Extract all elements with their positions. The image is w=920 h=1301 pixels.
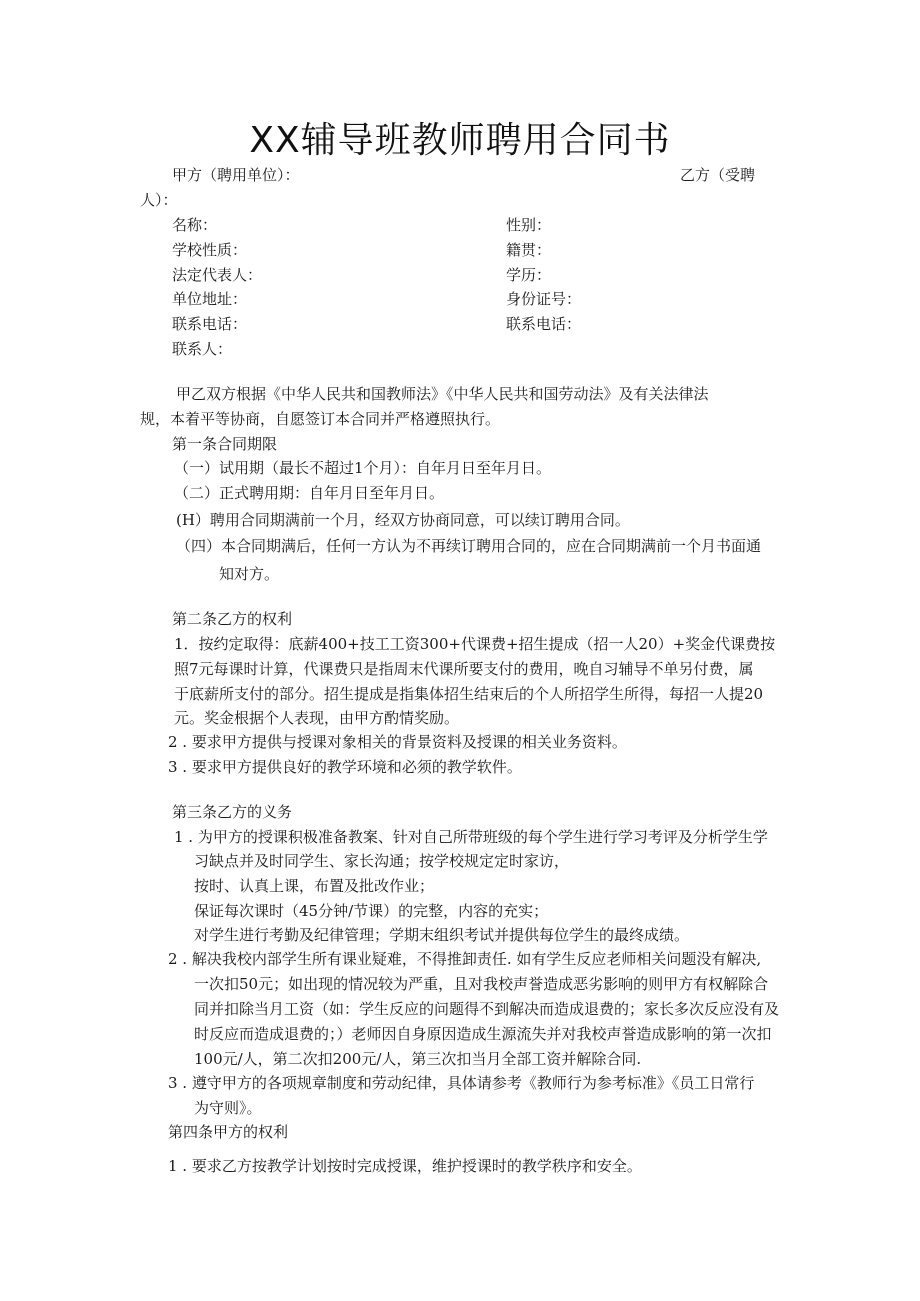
party-b-label-cont: 人）： <box>140 191 178 209</box>
article1-heading: 第一条合同期限 <box>172 435 278 453</box>
intro-line: 规，本着平等协商，自愿签订本合同并严格遵照执行。 <box>140 410 501 428</box>
article2-line: 1．按约定取得：底薪400+技工工资300+代课费+招生提成（招一人20）+奖金代课费按 <box>174 635 776 653</box>
article2-line: 元。奖金根据个人表现，由甲方酌情奖励。 <box>174 709 460 727</box>
party-b-label: 乙方（受聘 <box>680 166 756 184</box>
article4-heading: 第四条甲方的权利 <box>168 1123 289 1141</box>
article4-line: 1 . 要求乙方按教学计划按时完成授课，维护授课时的教学秩序和安全。 <box>168 1157 642 1175</box>
field-school-type: 学校性质： <box>172 241 248 259</box>
article2-line: 3 . 要求甲方提供良好的教学环境和必须的教学软件。 <box>168 758 522 776</box>
article3-line: 为守则》。 <box>194 1099 262 1117</box>
article3-heading: 第三条乙方的义务 <box>172 803 293 821</box>
article1-item: （四）本合同期满后，任何一方认为不再续订聘用合同的，应在合同期满前一个月书面通 <box>176 537 762 555</box>
article3-line: 一次扣50元；如出现的情况较为严重，且对我校声誉造成恶劣影响的则甲方有权解除合 <box>194 975 769 993</box>
article3-line: 保证每次课时（45分钟/节课）的完整，内容的充实； <box>194 902 549 920</box>
article3-line: 习缺点并及时同学生、家长沟通；按学校规定定时家访， <box>194 852 570 870</box>
article2-line: 于底薪所支付的部分。招生提成是指集体招生结束后的个人所招学生所得，每招一人提20 <box>174 685 764 703</box>
field-id-number: 身份证号： <box>506 290 582 308</box>
article1-item-cont: 知对方。 <box>219 565 280 583</box>
field-native-place: 籍贯： <box>506 241 552 259</box>
article1-item: （一）试用期（最长不超过1个月）：自年月日至年月日。 <box>174 459 552 477</box>
field-phone-b: 联系电话： <box>506 315 582 333</box>
article2-line: 照7元每课时计算，代课费只是指周末代课所要支付的费用，晚自习辅导不单另付费，属 <box>174 660 754 678</box>
field-education: 学历： <box>506 266 552 284</box>
article3-line: 按时、认真上课，布置及批改作业； <box>194 877 435 895</box>
field-address: 单位地址： <box>172 290 248 308</box>
article2-heading: 第二条乙方的权利 <box>172 610 293 628</box>
page-title: XX辅导班教师聘用合同书 <box>249 120 671 161</box>
field-gender: 性别： <box>506 216 552 234</box>
article3-line: 100元/人，第二次扣200元/人，第三次扣当月全部工资并解除合同. <box>194 1050 642 1068</box>
article3-line: 对学生进行考勤及纪律管理；学期末组织考试并提供每位学生的最终成绩。 <box>194 926 690 944</box>
article3-line: 1 . 为甲方的授课积极准备教案、针对自己所带班级的每个学生进行学习考评及分析学生学 <box>174 828 768 846</box>
field-name: 名称： <box>172 216 218 234</box>
article2-line: 2 . 要求甲方提供与授课对象相关的背景资料及授课的相关业务资料。 <box>168 733 627 751</box>
field-phone-a: 联系电话： <box>172 315 248 333</box>
article3-line: 同并扣除当月工资（如：学生反应的问题得不到解决而造成退费的；家长多次反应没有及 <box>194 1000 780 1018</box>
field-contact: 联系人： <box>172 340 233 358</box>
article3-line: 3 . 遵守甲方的各项规章制度和劳动纪律，具体请参考《教师行为参考标准》《员工日常行 <box>168 1074 755 1092</box>
article1-item: （二）正式聘用期：自年月日至年月日。 <box>174 484 445 502</box>
party-a-label: 甲方（聘用单位）： <box>172 166 300 184</box>
intro-line: 甲乙双方根据《中华人民共和国教师法》《中华人民共和国劳动法》及有关法律法 <box>176 385 709 403</box>
article1-item: (H）聘用合同期满前一个月，经双方协商同意，可以续订聘用合同。 <box>176 511 630 529</box>
article3-line: 2 . 解决我校内部学生所有课业疑难，不得推卸责任. 如有学生反应老师相关问题没有解决, <box>168 950 762 968</box>
article3-line: 时反应而造成退费的；）老师因自身原因造成生源流失并对我校声誉造成影响的第一次扣 <box>194 1025 772 1043</box>
field-legal-rep: 法定代表人： <box>172 266 263 284</box>
